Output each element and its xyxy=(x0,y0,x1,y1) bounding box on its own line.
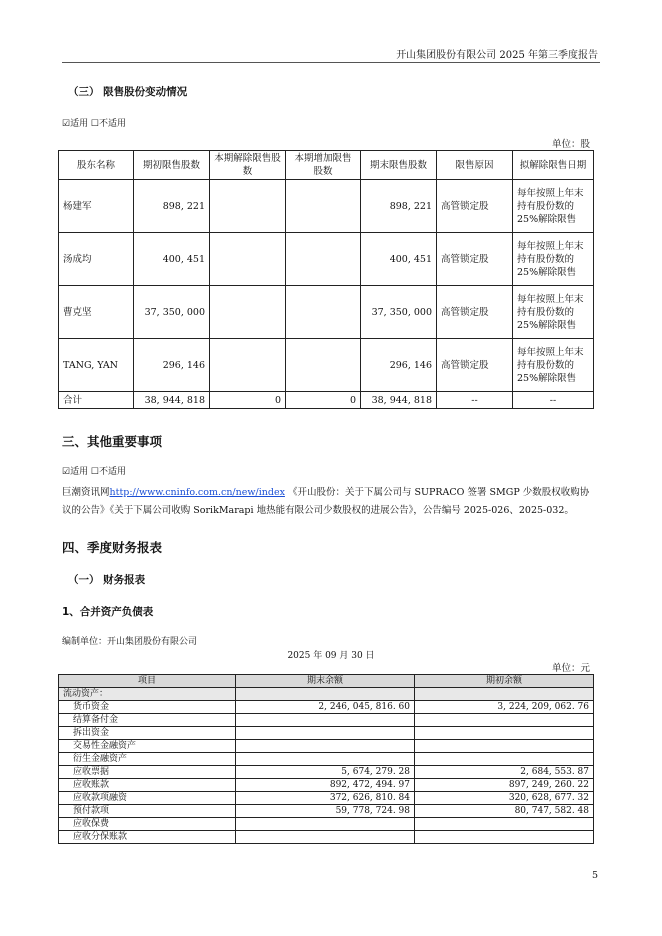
end-value xyxy=(236,740,415,753)
end-value: 2, 246, 045, 816. 60 xyxy=(236,701,415,714)
restriction-reason: 高管锁定股 xyxy=(437,286,513,339)
page-number: 5 xyxy=(591,870,598,881)
begin-value: 3, 224, 209, 062. 76 xyxy=(415,701,594,714)
begin-value xyxy=(415,740,594,753)
item-label: 应收票据 xyxy=(59,766,236,779)
begin-value: 80, 747, 582. 48 xyxy=(415,805,594,818)
text-line1: 《开山股份：关于下属公司与 SUPRACO 签署 SMGP 少数股权收购协 xyxy=(284,487,590,498)
item-label: 衍生金融资产 xyxy=(59,753,236,766)
holder-name: TANG, YAN xyxy=(59,339,134,392)
table-row xyxy=(59,831,594,844)
restricted-applicable: ☑适用 ☐不适用 xyxy=(62,119,126,129)
balance-unit: 单位：元 xyxy=(551,663,590,674)
end-value xyxy=(236,753,415,766)
col-released: 本期解除限售股数 xyxy=(210,151,286,180)
table-row xyxy=(59,740,594,753)
begin-value: 320, 628, 677. 32 xyxy=(415,792,594,805)
table-row xyxy=(59,339,594,392)
restriction-reason: 高管锁定股 xyxy=(437,233,513,286)
begin-shares: 296, 146 xyxy=(134,339,210,392)
release-date: 每年按照上年末持有股份数的 25%解除限售 xyxy=(513,180,594,233)
end-value: 372, 626, 810. 84 xyxy=(236,792,415,805)
holder-name: 曹克坚 xyxy=(59,286,134,339)
total-row xyxy=(59,392,594,409)
begin-shares: 898, 221 xyxy=(134,180,210,233)
table-row xyxy=(59,727,594,740)
item-label: 交易性金融资产 xyxy=(59,740,236,753)
holder-name: 杨建军 xyxy=(59,180,134,233)
header-divider xyxy=(62,62,600,63)
col-reason: 限售原因 xyxy=(437,151,513,180)
begin-value xyxy=(415,831,594,844)
end-value: 892, 472, 494. 97 xyxy=(236,779,415,792)
release-date: 每年按照上年末持有股份数的 25%解除限售 xyxy=(513,233,594,286)
item-label: 预付款项 xyxy=(59,805,236,818)
begin-value: 897, 249, 260. 22 xyxy=(415,779,594,792)
end-shares: 898, 221 xyxy=(361,180,437,233)
begin-value xyxy=(415,818,594,831)
released-shares xyxy=(210,286,286,339)
table-row xyxy=(59,818,594,831)
table-row xyxy=(59,180,594,233)
table-row xyxy=(59,233,594,286)
end-value: 59, 778, 724. 98 xyxy=(236,805,415,818)
begin-value: 2, 684, 553. 87 xyxy=(415,766,594,779)
financial-sub-title: （一） 财务报表 xyxy=(68,574,146,586)
end-value xyxy=(236,831,415,844)
begin-value xyxy=(415,714,594,727)
item-label: 应收款项融资 xyxy=(59,792,236,805)
item-label: 应收账款 xyxy=(59,779,236,792)
other-matters-title: 三、其他重要事项 xyxy=(62,434,163,449)
total-begin: 38, 944, 818 xyxy=(134,392,210,409)
table-row xyxy=(59,286,594,339)
item-label: 结算备付金 xyxy=(59,714,236,727)
table-row xyxy=(59,779,594,792)
balance-sheet-table xyxy=(58,674,594,844)
col-end: 期末限售股数 xyxy=(361,151,437,180)
page-header: 开山集团股份有限公司 2025 年第三季度报告 xyxy=(396,50,598,61)
col-begin: 期初限售股数 xyxy=(134,151,210,180)
restricted-header-row xyxy=(59,151,594,180)
col-added: 本期增加限售股数 xyxy=(286,151,361,180)
text-line2: 议的公告》《关于下属公司收购 SorikMarapi 地热能有限公司少数股权的进展公告》，公告编号 2025-026、2025-032。 xyxy=(62,505,574,516)
end-shares: 400, 451 xyxy=(361,233,437,286)
end-value xyxy=(236,714,415,727)
other-matters-text xyxy=(62,484,602,520)
restriction-reason: 高管锁定股 xyxy=(437,180,513,233)
other-applicable: ☑适用 ☐不适用 xyxy=(62,467,126,477)
begin-shares: 37, 350, 000 xyxy=(134,286,210,339)
restricted-unit: 单位：股 xyxy=(551,139,590,150)
added-shares xyxy=(286,339,361,392)
restricted-shares-table xyxy=(58,150,594,409)
table-row xyxy=(59,766,594,779)
total-end: 38, 944, 818 xyxy=(361,392,437,409)
total-added: 0 xyxy=(286,392,361,409)
table-row xyxy=(59,753,594,766)
balance-sheet-title: 1、合并资产负债表 xyxy=(62,606,154,618)
compiler-label: 编制单位：开山集团股份有限公司 xyxy=(62,637,198,647)
restricted-shares-title: （三） 限售股份变动情况 xyxy=(68,86,188,98)
balance-header-row xyxy=(59,675,594,688)
item-label: 拆出资金 xyxy=(59,727,236,740)
item-label: 应收保费 xyxy=(59,818,236,831)
total-label: 合计 xyxy=(59,392,134,409)
total-reason: -- xyxy=(437,392,513,409)
report-date: 2025 年 09 月 30 日 xyxy=(287,651,375,661)
section-row-current-assets xyxy=(59,688,594,701)
col-period-begin: 期初余额 xyxy=(415,675,594,688)
added-shares xyxy=(286,233,361,286)
end-shares: 296, 146 xyxy=(361,339,437,392)
begin-value xyxy=(415,727,594,740)
col-release-date: 拟解除限售日期 xyxy=(513,151,594,180)
text-prefix: 巨潮资讯网 xyxy=(62,487,110,498)
end-value xyxy=(236,727,415,740)
end-shares: 37, 350, 000 xyxy=(361,286,437,339)
col-period-end: 期末余额 xyxy=(236,675,415,688)
restriction-reason: 高管锁定股 xyxy=(437,339,513,392)
release-date: 每年按照上年末持有股份数的 25%解除限售 xyxy=(513,339,594,392)
total-date: -- xyxy=(513,392,594,409)
cninfo-link[interactable]: http://www.cninfo.com.cn/new/index xyxy=(109,487,285,498)
released-shares xyxy=(210,233,286,286)
table-row xyxy=(59,805,594,818)
table-row xyxy=(59,701,594,714)
section-label: 流动资产： xyxy=(59,688,236,701)
end-value: 5, 674, 279. 28 xyxy=(236,766,415,779)
table-row xyxy=(59,792,594,805)
released-shares xyxy=(210,339,286,392)
begin-value xyxy=(415,753,594,766)
item-label: 应收分保账款 xyxy=(59,831,236,844)
released-shares xyxy=(210,180,286,233)
col-item: 项目 xyxy=(59,675,236,688)
begin-shares: 400, 451 xyxy=(134,233,210,286)
end-value xyxy=(236,818,415,831)
added-shares xyxy=(286,180,361,233)
release-date: 每年按照上年末持有股份数的 25%解除限售 xyxy=(513,286,594,339)
financial-statements-title: 四、季度财务报表 xyxy=(62,540,163,555)
total-released: 0 xyxy=(210,392,286,409)
holder-name: 汤成均 xyxy=(59,233,134,286)
col-holder: 股东名称 xyxy=(59,151,134,180)
table-row xyxy=(59,714,594,727)
added-shares xyxy=(286,286,361,339)
item-label: 货币资金 xyxy=(59,701,236,714)
